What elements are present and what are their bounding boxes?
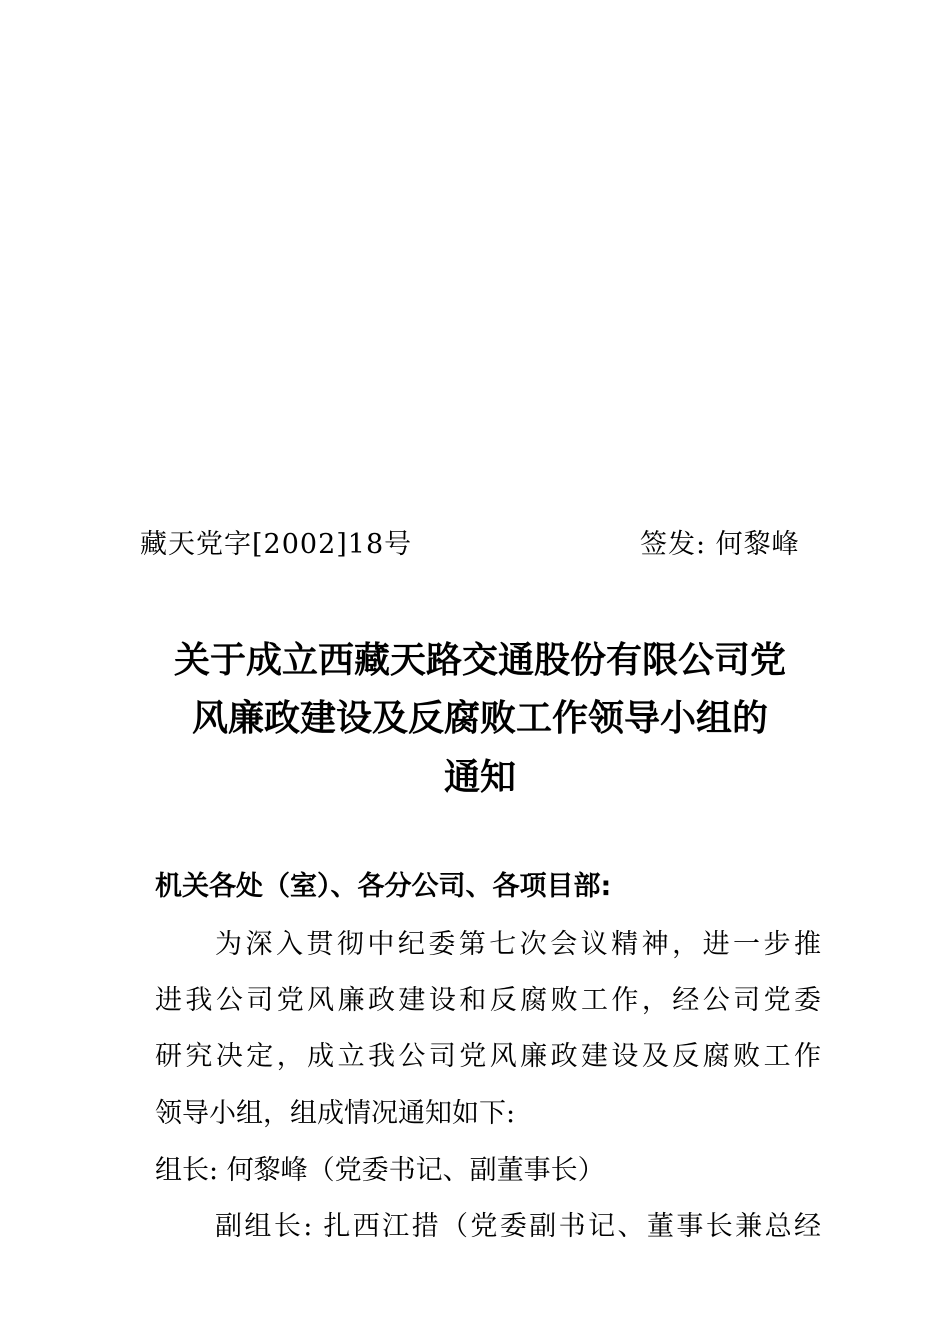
addressee: 机关各处（室）、各分公司、各项目部: xyxy=(155,871,612,902)
title-line-1: 关于成立西藏天路交通股份有限公司党 xyxy=(173,640,786,681)
paragraph-line-3: 研究决定，成立我公司党风廉政建设及反腐败工作 xyxy=(155,1041,821,1072)
deputy-leader-line: 副组长: 扎西江措（党委副书记、董事长兼总经 xyxy=(215,1211,821,1242)
title-line-2: 风廉政建设及反腐败工作领导小组的 xyxy=(191,698,768,739)
document-number: 藏天党字[2002]18号 xyxy=(140,529,413,560)
issuer-signature: 签发: 何黎峰 xyxy=(640,529,800,560)
paragraph-line-2: 进我公司党风廉政建设和反腐败工作，经公司党委 xyxy=(155,985,821,1016)
title-line-3: 通知 xyxy=(443,757,516,798)
leader-line: 组长: 何黎峰（党委书记、副董事长） xyxy=(155,1155,605,1186)
paragraph-line-1: 为深入贯彻中纪委第七次会议精神，进一步推 xyxy=(215,929,821,960)
paragraph-line-4: 领导小组，组成情况通知如下: xyxy=(155,1098,516,1129)
